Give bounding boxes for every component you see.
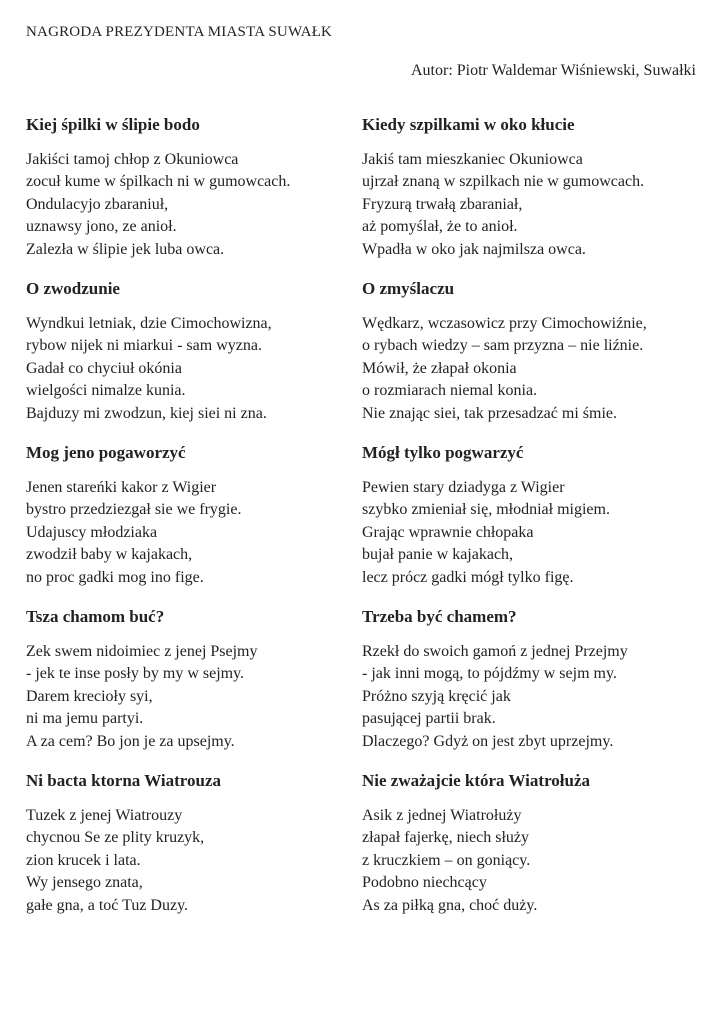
poem-original [26,278,366,442]
poem-line: złapał fajerkę, niech służy [362,829,530,847]
poem-line: Grając wprawnie chłopaka [362,523,534,541]
poem-line: o rybach wiedzy – sam przyzna – nie liźnie. [362,337,644,355]
poem-title: Mog jeno pogaworzyć [26,443,186,462]
poem-original [26,770,366,934]
poem-line: Próżno szyją kręcić jak [362,687,511,705]
poem-line: o rozmiarach niemal konia. [362,382,538,400]
poem-line: Pewien stary dziadyga z Wigier [362,479,565,496]
poem-title: Tsza chamom buć? [26,607,165,626]
poem-line: Jakiści tamoj chłop z Okuniowca [26,151,239,168]
poem-line: A za cem? Bo jon je za upsejmy. [26,732,235,750]
poem-line: Dlaczego? Gdyż on jest zbyt uprzejmy. [362,732,614,750]
original-column [26,114,366,934]
poem-original [26,114,366,278]
poem-title: Trzeba być chamem? [362,607,517,626]
author-line: Autor: Piotr Waldemar Wiśniewski, Suwałki [410,62,696,79]
poem-title: O zwodzunie [26,279,120,298]
poem-line: lecz prócz gadki mógł tylko figę. [362,568,574,586]
poem-line: Asik z jednej Wiatrołuży [362,807,522,824]
poem-title: Mógł tylko pogwarzyć [362,443,524,462]
poem-line: zocuł kume w śpilkach ni w gumowcach. [26,173,291,191]
poem-line: Tuzek z jenej Wiatrouzy [26,807,183,824]
poem-line: wielgości nimalze kunia. [26,382,186,400]
poem-line: ni ma jemu partyi. [26,710,144,728]
poem-line: Gadał co chyciuł okónia [26,359,182,377]
poem-title: Nie zważajcie która Wiatrołuża [362,771,591,790]
poem-line: chycnou Se ze plity kruzyk, [26,829,205,847]
page-title: NAGRODA PREZYDENTA MIASTA SUWAŁK [26,24,333,40]
poem-translation [362,278,702,442]
poem-line: Zek swem nidoimiec z jenej Psejmy [26,643,258,660]
poem-line: Fryzurą trwałą zbaraniał, [362,195,523,213]
poem-translation [362,606,702,770]
poem-line: Bajduzy mi zwodzun, kiej siei ni zna. [26,404,267,422]
poem-line: rybow nijek ni miarkui - sam wyzna. [26,337,262,355]
poem-line: no proc gadki mog ino fige. [26,568,204,586]
poem-line: Udajuscy młodziaka [26,523,158,541]
poem-title: O zmyślaczu [362,279,455,298]
poem-line: Wyndkui letniak, dzie Cimochowizna, [26,315,272,332]
poem-title: Ni bacta ktorna Wiatrouza [26,771,222,790]
poem-translation [362,442,702,606]
translation-column [362,114,702,934]
poem-line: Nie znając siei, tak przesadzać mi śmie. [362,404,617,422]
poem-line: - jek te inse posły by my w sejmy. [26,665,245,683]
poem-line: Wy jensego znata, [26,874,143,892]
poem-translation [362,770,702,934]
poem-line: zwodził baby w kajakach, [26,546,193,564]
poem-line: Jenen stareńki kakor z Wigier [26,479,217,496]
poem-line: aż pomyślał, że to anioł. [362,218,518,236]
poem-line: gałe gna, a toć Tuz Duzy. [26,896,189,914]
poem-line: bystro przedziezgał sie we frygie. [26,501,242,519]
poem-original [26,442,366,606]
poem-line: Darem krecioły syi, [26,687,153,705]
poem-line: As za piłką gna, choć duży. [362,896,538,914]
poem-line: Jakiś tam mieszkaniec Okuniowca [362,151,583,168]
poem-line: Wpadła w oko jak najmilsza owca. [362,240,586,258]
poem-line: zion krucek i lata. [26,851,141,869]
poem-title: Kiedy szpilkami w oko kłucie [362,115,575,134]
poem-line: Mówił, że złapał okonia [362,359,517,377]
poem-line: Ondulacyjo zbaraniuł, [26,195,169,213]
poem-line: z kruczkiem – on goniący. [362,851,531,869]
poem-line: szybko zmieniał się, młodniał migiem. [362,501,610,519]
poem-title: Kiej śpilki w ślipie bodo [26,115,200,134]
poem-line: Rzekł do swoich gamoń z jednej Przejmy [362,643,628,660]
poem-line: ujrzał znaną w szpilkach nie w gumowcach. [362,173,645,191]
poem-line: bujał panie w kajakach, [362,546,514,564]
poem-translation [362,114,702,278]
poem-original [26,606,366,770]
poem-line: pasującej partii brak. [362,710,496,728]
poem-line: Podobno niechcący [362,874,487,892]
poem-line: uznawsy jono, ze anioł. [26,218,177,236]
poem-line: Wędkarz, wczasowicz przy Cimochowiźnie, [362,315,647,332]
poem-line: - jak inni mogą, to pójdźmy w sejm my. [362,665,617,683]
poem-line: Zalezła w ślipie jek luba owca. [26,240,225,258]
